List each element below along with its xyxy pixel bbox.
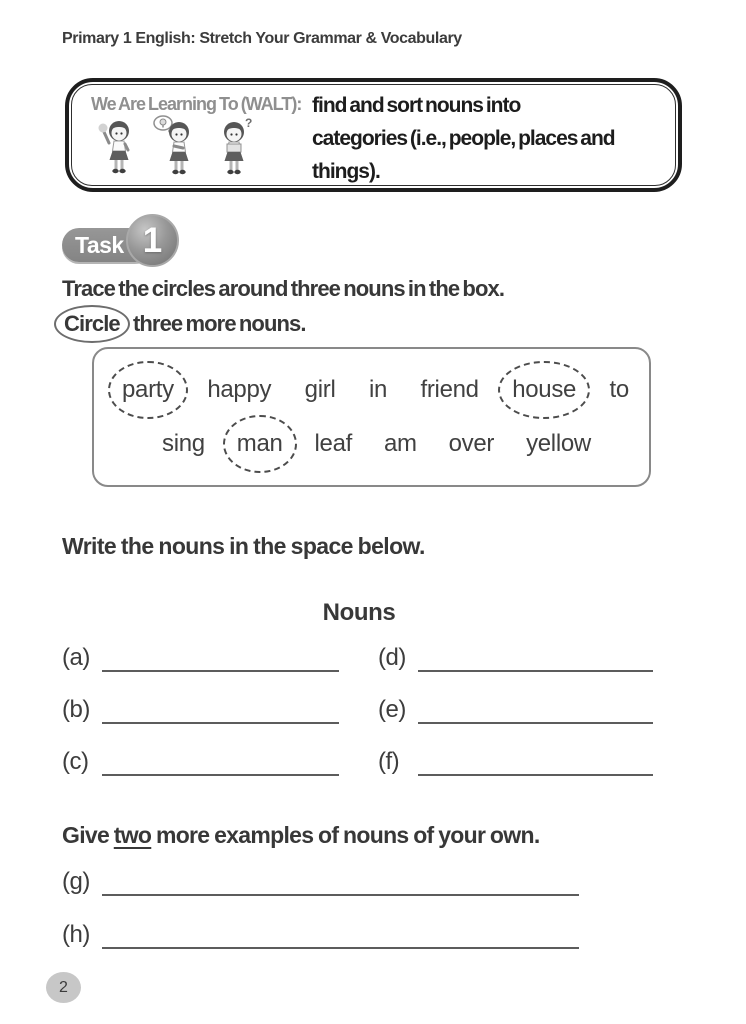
give-instruction-suffix: more examples of nouns of your own. xyxy=(151,822,540,848)
walt-box xyxy=(65,78,682,192)
task-number-circle xyxy=(126,214,179,267)
blank-row-a xyxy=(62,620,378,672)
blank-label-b: (b) xyxy=(62,696,90,723)
blank-label-c: (c) xyxy=(62,748,89,775)
word-row-1 xyxy=(94,376,649,404)
word-to: to xyxy=(609,375,629,403)
word-yellow: yellow xyxy=(526,430,591,458)
word-house-pre-circled: house xyxy=(512,375,577,403)
book-header: Primary 1 English: Stretch Your Grammar & Vocabulary xyxy=(62,30,462,47)
give-instruction-prefix: Give xyxy=(62,822,114,848)
answer-blanks-grid xyxy=(62,620,658,776)
blank-row-b xyxy=(62,672,378,724)
blank-row-h xyxy=(62,919,579,949)
blank-label-h: (h) xyxy=(62,921,90,948)
girl-thinking-lightbulb-illustration xyxy=(152,115,202,177)
task-label: Task xyxy=(75,231,124,258)
walt-objective-line: find and sort nouns into xyxy=(312,94,521,117)
walt-objective-line: categories (i.e., people, places and xyxy=(312,127,615,150)
lightbulb-icon xyxy=(160,119,166,125)
give-instruction xyxy=(62,822,540,849)
circled-word-circle: Circle xyxy=(54,305,130,343)
blank-label-d: (d) xyxy=(378,644,406,671)
nouns-heading: Nouns xyxy=(322,599,396,626)
blank-row-e xyxy=(378,672,658,724)
blank-label-g: (g) xyxy=(62,868,90,895)
word-row-2 xyxy=(94,430,649,458)
task-instructions xyxy=(62,272,504,343)
page-number-badge xyxy=(46,972,81,1003)
blank-label-e: (e) xyxy=(378,696,406,723)
answer-line-c xyxy=(102,774,339,776)
instruction-line-1: Trace the circles around three nouns in the box. xyxy=(62,276,505,301)
instruction-line-2-rest: three more nouns. xyxy=(129,311,306,336)
girl-raising-hand-illustration xyxy=(96,115,142,177)
word-happy: happy xyxy=(207,375,272,403)
task-badge xyxy=(62,214,187,268)
blank-label-a: (a) xyxy=(62,644,90,671)
blank-row-g xyxy=(62,866,579,896)
word-party-pre-circled: party xyxy=(122,375,174,403)
blank-row-f xyxy=(378,724,658,776)
question-mark-icon: ? xyxy=(245,116,253,130)
give-instruction-underlined-word: two xyxy=(113,822,152,848)
page-number: 2 xyxy=(59,978,68,996)
answer-line-h xyxy=(102,947,579,949)
task-number: 1 xyxy=(142,220,163,260)
word-box xyxy=(92,347,651,487)
word-girl: girl xyxy=(304,375,336,403)
word-in: in xyxy=(368,375,388,403)
walt-box-inner-border xyxy=(71,84,676,186)
blank-label-f: (f) xyxy=(378,748,400,775)
answer-line-g xyxy=(102,894,579,896)
walt-objective xyxy=(312,89,684,188)
pompom-icon xyxy=(99,124,108,133)
word-leaf: leaf xyxy=(314,430,352,458)
blank-row-c xyxy=(62,724,378,776)
instruction-line-2 xyxy=(62,305,504,343)
write-instruction: Write the nouns in the space below. xyxy=(62,533,425,559)
walt-label: We Are Learning To (WALT): xyxy=(91,94,302,114)
word-sing: sing xyxy=(162,430,205,458)
word-over: over xyxy=(448,430,495,458)
word-man-pre-circled: man xyxy=(236,430,283,458)
word-am: am xyxy=(383,430,417,458)
girl-questioning-with-book-illustration xyxy=(212,115,258,177)
word-friend: friend xyxy=(420,375,479,403)
students-illustration xyxy=(96,115,258,177)
blank-row-d xyxy=(378,620,658,672)
walt-objective-line: things). xyxy=(312,160,380,183)
book-icon xyxy=(227,144,241,152)
answer-line-f xyxy=(418,774,653,776)
